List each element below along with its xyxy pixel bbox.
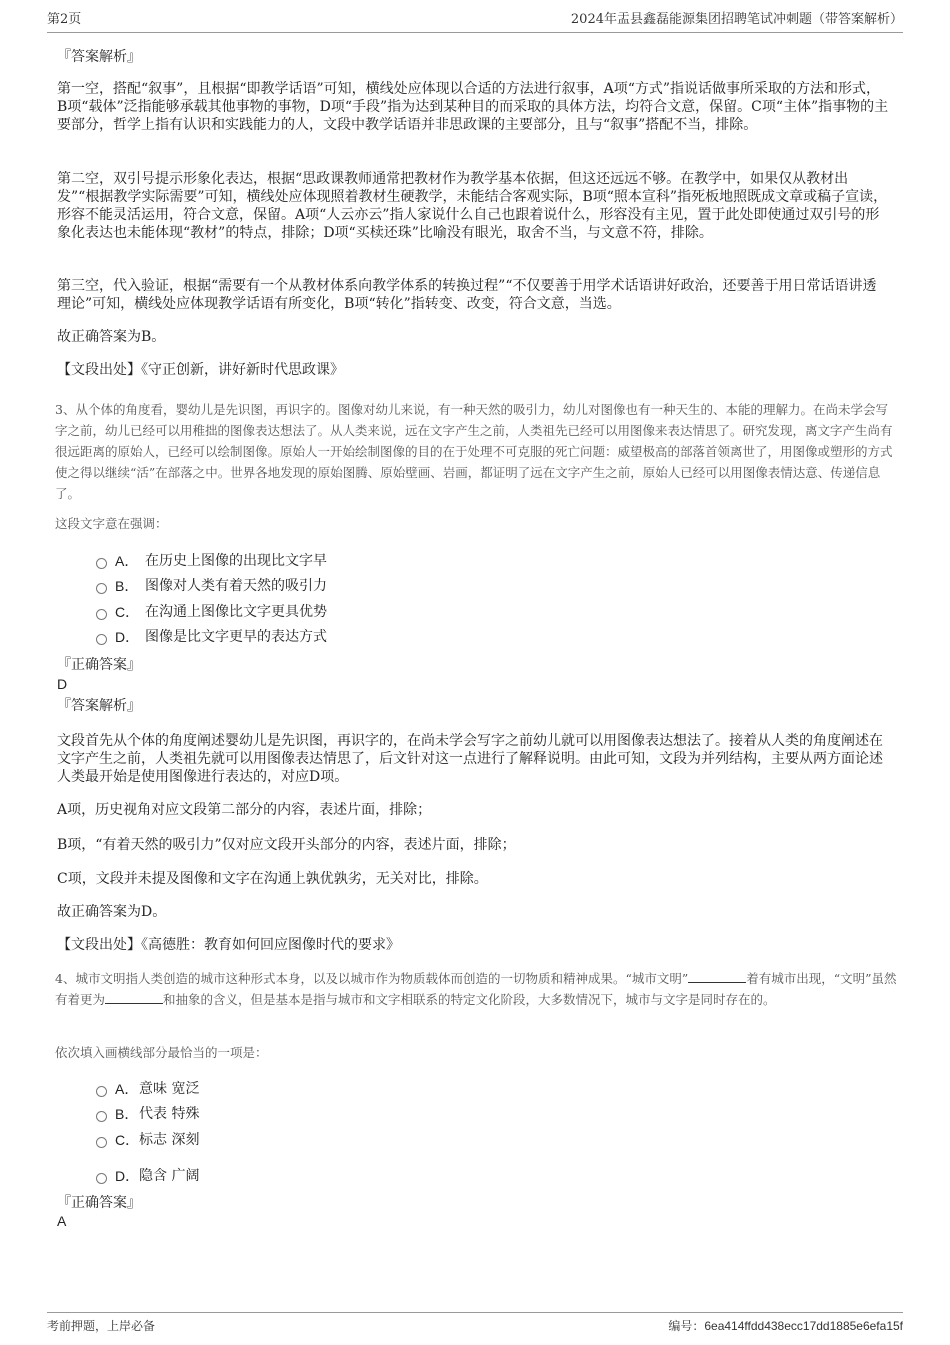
q3-option-b[interactable]: [96, 576, 327, 596]
option-text: 代表 特殊: [139, 1106, 200, 1122]
q2-analysis-label: 『答案解析』: [57, 49, 141, 65]
q2-source-label: 【文段出处】: [57, 362, 141, 378]
radio-icon[interactable]: [96, 558, 107, 569]
q4-answer: A: [57, 1213, 67, 1229]
q4-question-part-3: 和抽象的含义，但是基本是指与城市和文字相联系的特定文化阶段，大多数情况下，城市与文字是同时存在的。: [163, 992, 776, 1007]
document-code-label: 编号：: [668, 1319, 705, 1333]
q4-question-part-2: 着有城市出现，“文明”虽然有着更为: [55, 971, 897, 1007]
q3-answer: D: [57, 676, 68, 692]
q3-analysis-label: 『答案解析』: [57, 698, 141, 714]
q3-conclusion: 故正确答案为D。: [57, 904, 167, 920]
q4-prompt: 依次填入画横线部分最恰当的一项是：: [55, 1045, 268, 1060]
q3-analysis-option-a: A项，历史视角对应文段第二部分的内容，表述片面，排除；: [57, 802, 432, 818]
q3-option-a[interactable]: [96, 551, 327, 571]
option-text: 标志 深刻: [139, 1132, 200, 1148]
answer-blank-1: [688, 970, 746, 983]
option-text: 意味 宽泛: [139, 1081, 200, 1097]
option-letter: B．: [115, 578, 139, 594]
option-letter: B．: [115, 1106, 139, 1122]
q2-source-text: 《守正创新，讲好新时代思政课》: [141, 362, 344, 378]
radio-icon[interactable]: [96, 583, 107, 594]
option-letter: D．: [115, 1168, 140, 1184]
option-text: 隐含 广阔: [139, 1168, 200, 1184]
page-header: [47, 8, 903, 33]
q4-option-d[interactable]: [96, 1166, 199, 1186]
radio-icon[interactable]: [96, 1111, 107, 1122]
radio-icon[interactable]: [96, 634, 107, 645]
page-number: 第2页: [47, 12, 82, 27]
q4-answer-label: 『正确答案』: [57, 1195, 141, 1211]
q3-source: [57, 936, 890, 954]
q3-answer-label: 『正确答案』: [57, 657, 141, 673]
option-text: 图像是比文字更早的表达方式: [145, 629, 327, 645]
q2-source: [57, 361, 890, 379]
footer-slogan: 考前押题，上岸必备: [47, 1319, 156, 1333]
radio-icon[interactable]: [96, 609, 107, 620]
radio-icon[interactable]: [96, 1137, 107, 1148]
page-footer: [47, 1312, 903, 1337]
q4-question-text: [55, 968, 897, 1010]
q3-source-text: 《高德胜：教育如何回应图像时代的要求》: [141, 937, 400, 953]
option-text: 图像对人类有着天然的吸引力: [145, 578, 327, 594]
q4-option-c[interactable]: [96, 1130, 199, 1150]
q3-question-text: 3、从个体的角度看，婴幼儿是先识图，再识字的。图像对幼儿来说，有一种天然的吸引力，幼儿对图像也有一种天生的、本能的理解力。在尚未学会写字之前，幼儿已经可以用稚拙的图像表达想法了。从人类来说，远在文字产生之前，人类祖先已经可以用图像来表达情思了。研究发现，离文字产生尚有很远距离的原始人，已经可以绘制图像。原始人一开始绘制图像的目的在于处理不可克服的死亡问题：威望极高的部落首领离世了，用图像或塑形的方式使之得以继续“活”在部落之中。世界各地发现的原始图腾、原始壁画、岩画，都证明了远在文字产生之前，原始人已经可以用图像表情达意、传递信息了。: [55, 402, 893, 501]
option-letter: A．: [115, 1081, 139, 1097]
option-letter: D．: [115, 629, 140, 645]
q3-source-label: 【文段出处】: [57, 937, 141, 953]
q2-analysis-para-1: 第一空，搭配“叙事”，且根据“即教学话语”可知，横线处应体现以合适的方法进行叙事，A项“方式”指说话做事所采取的方法和形式，B项“载体”泛指能够承载其他事物的事物，D项“手段”指为达到某种目的而采取的具体方法，均符合文意，保留。C项“主体”指事物的主要部分，哲学上指有认识和实践能力的人，文段中教学话语并非思政课的主要部分，且与“叙事”搭配不当，排除。: [57, 81, 889, 133]
q3-analysis-para-1: 文段首先从个体的角度阐述婴幼儿是先识图，再识字的，在尚未学会写字之前幼儿就可以用图像表达想法了。接着从人类的角度阐述在文字产生之前，人类祖先就可以用图像表达情思了，后文针对这一点进行了解释说明。由此可知，文段为并列结构，主要从两方面论述人类最开始是使用图像进行表达的，对应D项。: [57, 733, 883, 785]
answer-blank-2: [105, 991, 163, 1004]
q3-option-c[interactable]: [96, 602, 327, 622]
q2-analysis-para-3: 第三空，代入验证，根据“需要有一个从教材体系向教学体系的转换过程”“不仅要善于用学术话语讲好政治，还要善于用日常话语讲透理论”可知，横线处应体现教学话语有所变化，B项“转化”指转变、改变，符合文意，当选。: [57, 278, 877, 312]
document-code-value: 6ea414ffdd438ecc17dd1885e6efa15f: [704, 1319, 903, 1333]
q3-option-d[interactable]: [96, 627, 327, 647]
document-code: [668, 1315, 903, 1337]
q3-analysis-option-c: C项，文段并未提及图像和文字在沟通上孰优孰劣，无关对比，排除。: [57, 871, 488, 887]
q3-analysis-option-b: B项，“有着天然的吸引力”仅对应文段开头部分的内容，表述片面，排除；: [57, 837, 516, 853]
option-letter: A．: [115, 553, 139, 569]
radio-icon[interactable]: [96, 1173, 107, 1184]
option-letter: C．: [115, 1132, 140, 1148]
q4-option-b[interactable]: [96, 1104, 199, 1124]
q2-analysis-para-2: 第二空，双引号提示形象化表达，根据“思政课教师通常把教材作为教学基本依据，但这还远远不够。在教学中，如果仅从教材出发”“根据教学实际需要”可知，横线处应体现照着教材生硬教学，未能结合客观实际，B项“照本宣科”指死板地照既成文章或稿子宣读，形容不能灵活运用，符合文意，保留。A项“人云亦云”指人家说什么自己也跟着说什么，形容没有主见，置于此处即使通过双引号的形象化表达也未能体现“教材”的特点，排除；D项“买椟还珠”比喻没有眼光，取舍不当，与文意不符，排除。: [57, 171, 888, 241]
document-title: 2024年盂县鑫磊能源集团招聘笔试冲刺题（带答案解析）: [570, 12, 903, 27]
radio-icon[interactable]: [96, 1086, 107, 1097]
q2-conclusion: 故正确答案为B。: [57, 329, 166, 345]
q4-question-part-1: 4、城市文明指人类创造的城市这种形式本身，以及以城市作为物质载体而创造的一切物质和精神成果。“城市文明”: [55, 971, 689, 986]
option-text: 在沟通上图像比文字更具优势: [145, 604, 327, 620]
option-letter: C．: [115, 604, 140, 620]
q3-prompt: 这段文字意在强调：: [55, 516, 168, 531]
q4-option-a[interactable]: [96, 1079, 199, 1099]
option-text: 在历史上图像的出现比文字早: [145, 553, 327, 569]
